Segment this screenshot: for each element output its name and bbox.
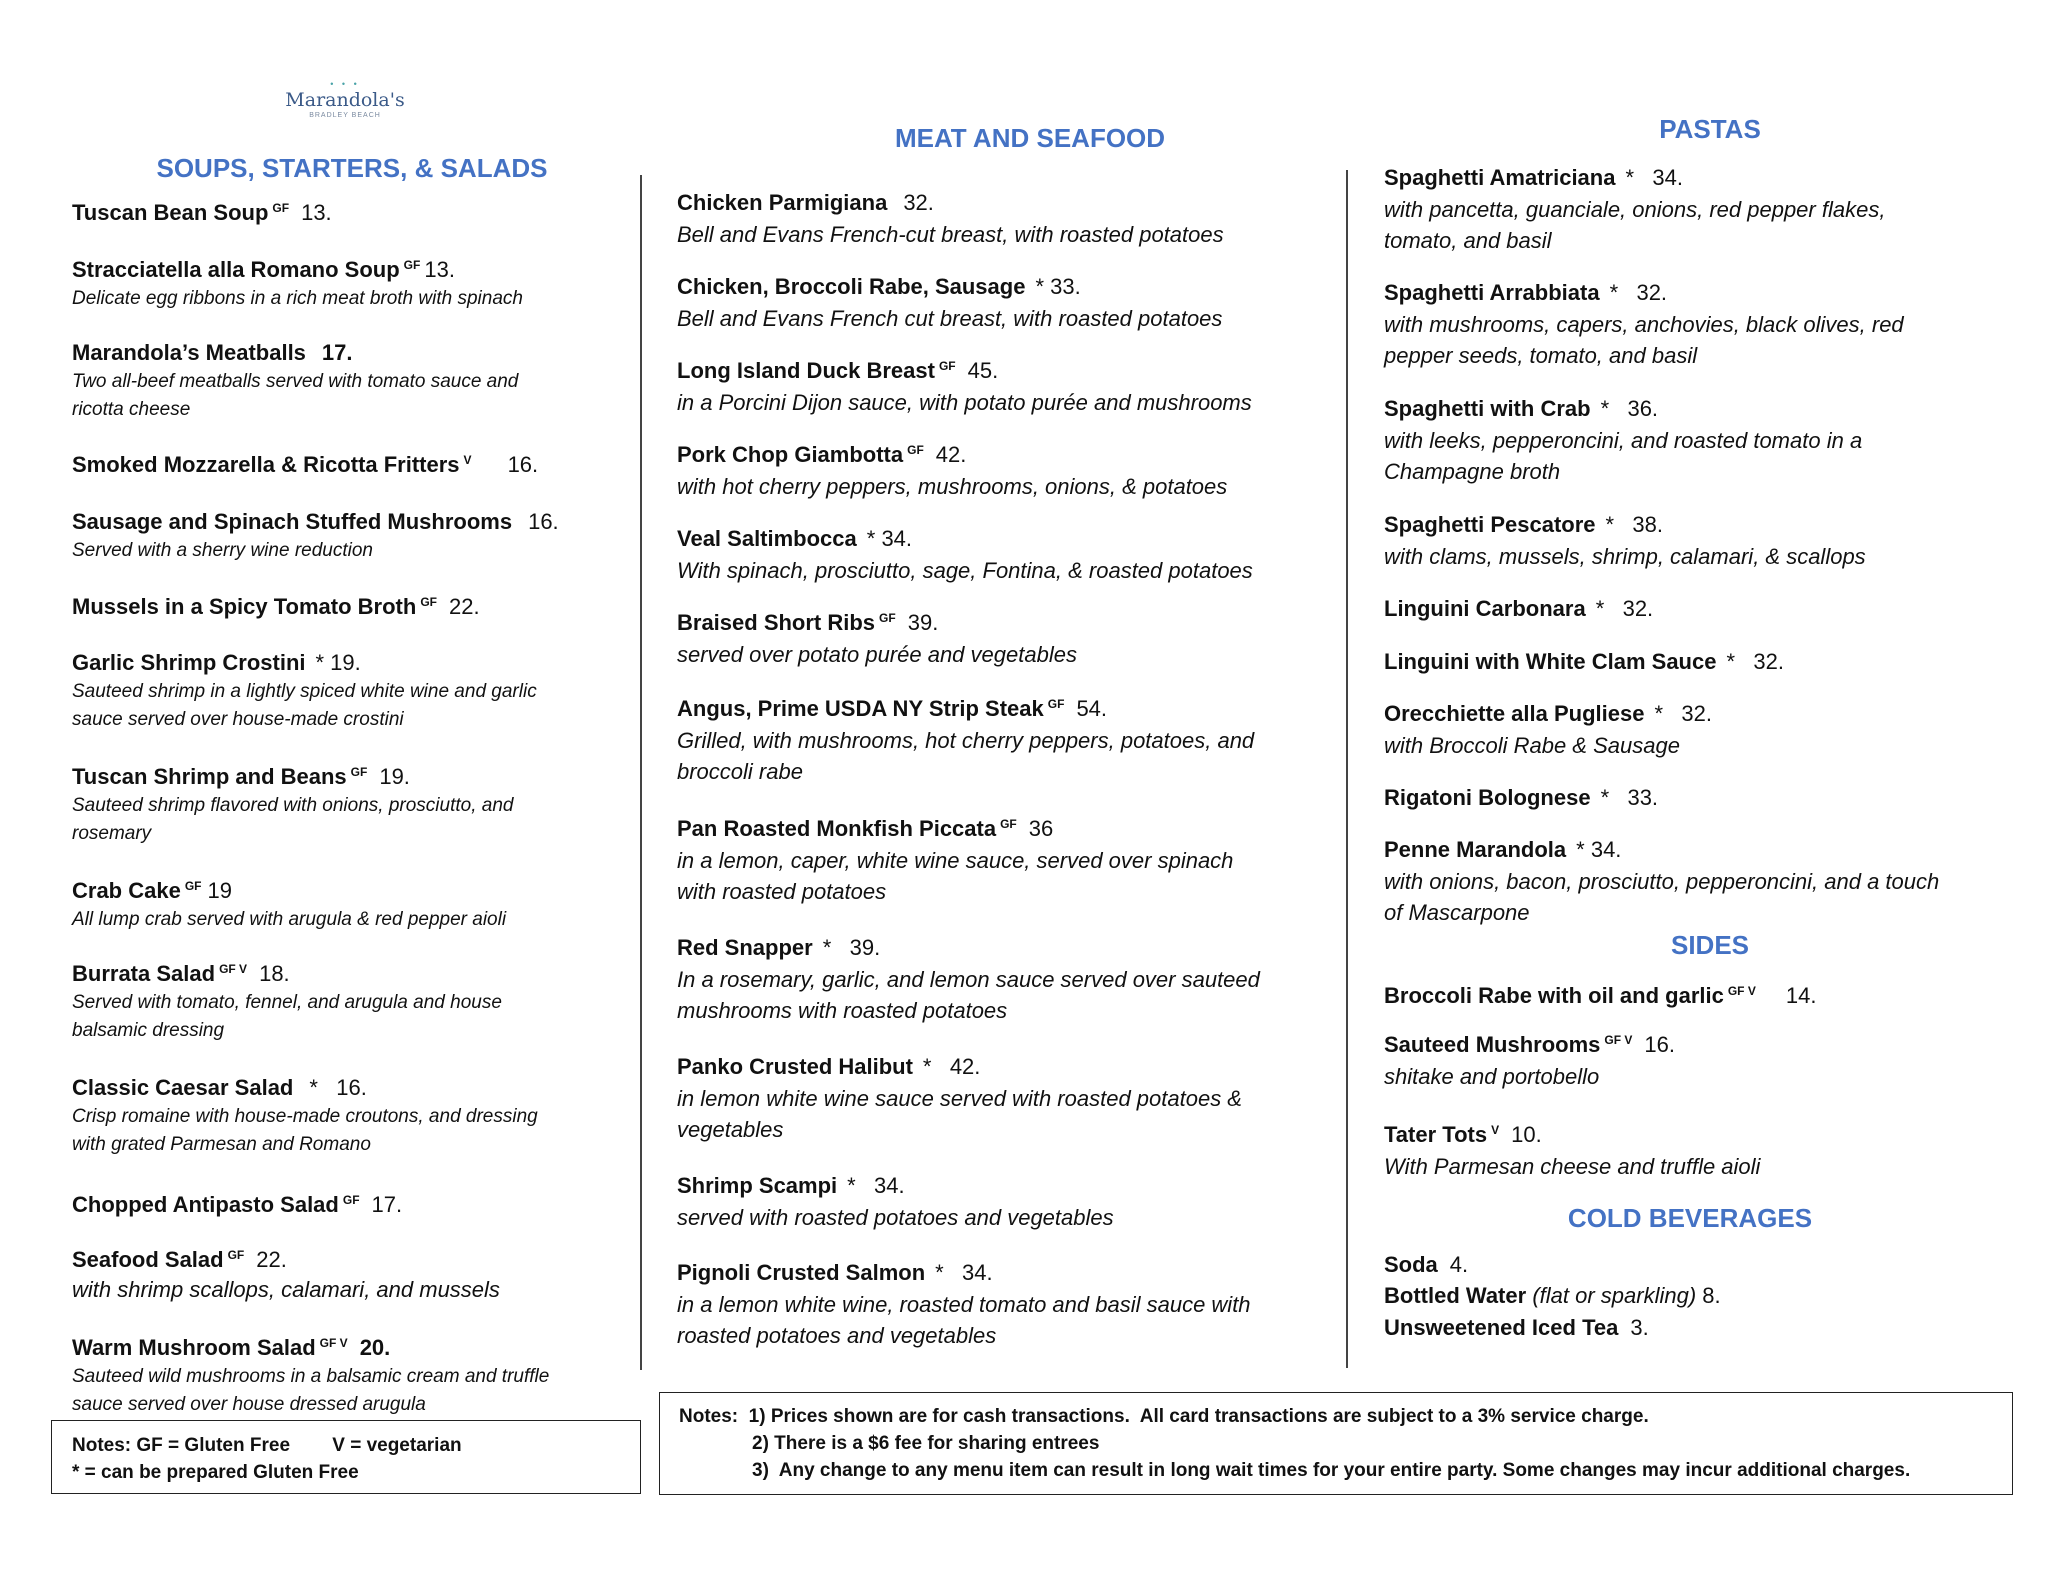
menu-item — [72, 445, 632, 480]
item-description-line2: ricotta cheese — [72, 399, 191, 420]
item-price: 3. — [1630, 1315, 1649, 1340]
item-description: Bell and Evans French-cut breast, with roasted potatoes — [677, 222, 1224, 247]
item-description: Two all-beef meatballs served with tomato sauce and — [72, 371, 519, 392]
menu-item — [1384, 504, 2024, 572]
item-name: Crab Cake — [72, 878, 181, 903]
item-price: * 38. — [1605, 512, 1663, 537]
logo-name: Marandola's — [285, 89, 405, 111]
item-price: * 34. — [1625, 165, 1683, 190]
item-name: Panko Crusted Halibut — [677, 1054, 913, 1079]
soups-column — [72, 0, 632, 1420]
menu-item — [72, 871, 632, 934]
item-price: 10. — [1511, 1122, 1542, 1147]
heading-soups: SOUPS, STARTERS, & SALADS — [156, 153, 548, 183]
item-description-line2: sauce served over house dressed arugula — [72, 1394, 426, 1415]
item-description: served over potato purée and vegetables — [677, 642, 1077, 667]
item-description: with mushrooms, capers, anchovies, black olives, red — [1384, 312, 1904, 337]
column-divider-right — [1346, 170, 1348, 1368]
item-description: in a Porcini Dijon sauce, with potato purée and mushrooms — [677, 390, 1252, 415]
dietary-tag: GF — [403, 258, 421, 272]
menu-item — [72, 954, 632, 1045]
item-name: Veal Saltimbocca — [677, 526, 857, 551]
menu-item — [677, 350, 1337, 418]
item-price: * 36. — [1600, 396, 1659, 421]
item-description: Served with a sherry wine reduction — [72, 540, 373, 561]
legend-line-2: * = can be prepared Gluten Free — [72, 1462, 359, 1483]
menu-item — [1384, 388, 2024, 487]
menu-item — [677, 182, 1337, 250]
item-description-line2: balsamic dressing — [72, 1020, 225, 1041]
dietary-tag: GF V — [219, 962, 248, 976]
item-name: Long Island Duck Breast — [677, 358, 935, 383]
dietary-tag: GF V — [1604, 1033, 1633, 1047]
item-name: Smoked Mozzarella & Ricotta Fritters — [72, 452, 460, 477]
item-price: * 34. — [847, 1173, 905, 1198]
item-description-line2: vegetables — [677, 1117, 784, 1142]
meat-column — [677, 0, 1337, 1360]
item-name: Braised Short Ribs — [677, 610, 876, 635]
menu-item — [677, 602, 1337, 670]
item-price: 17. — [371, 1192, 403, 1217]
item-price: * 32. — [1726, 649, 1784, 674]
heading-sides: SIDES — [1670, 930, 1750, 960]
item-description-line2: tomato, and basil — [1384, 228, 1552, 253]
item-description-line2: roasted potatoes and vegetables — [677, 1323, 997, 1348]
menu-item — [72, 1185, 632, 1220]
menu-item — [1384, 641, 2024, 678]
item-price: 20. — [359, 1335, 391, 1360]
item-description-line2: pepper seeds, tomato, and basil — [1384, 343, 1698, 368]
item-price: 36 — [1028, 816, 1054, 841]
item-description-line2: sauce served over house-made crostini — [72, 709, 404, 730]
dietary-tag: GF — [879, 611, 896, 625]
item-name: Chopped Antipasto Salad — [72, 1192, 339, 1217]
item-price: 13. — [301, 200, 332, 225]
item-name: Sauteed Mushrooms — [1384, 1032, 1601, 1057]
policy-note-3: 3) Any change to any menu item can result in long wait times for your entire party. Some changes may incur additional charges. — [752, 1460, 1911, 1481]
item-name: Chicken Parmigiana — [677, 190, 888, 215]
item-name: Warm Mushroom Salad — [72, 1335, 316, 1360]
dietary-tag: GF — [227, 1248, 245, 1262]
item-name: Marandola’s Meatballs — [72, 340, 306, 365]
menu-item — [72, 250, 632, 313]
item-name: Penne Marandola — [1384, 837, 1567, 862]
item-description: With spinach, prosciutto, sage, Fontina, & roasted potatoes — [677, 558, 1253, 583]
item-description: in lemon white wine sauce served with roasted potatoes & — [677, 1086, 1242, 1111]
item-name: Red Snapper — [677, 935, 813, 960]
item-name: Tater Tots — [1384, 1122, 1488, 1147]
item-name: Stracciatella alla Romano Soup — [72, 257, 400, 282]
menu-item — [677, 1165, 1337, 1233]
item-description: with hot cherry peppers, mushrooms, onions, & potatoes — [677, 474, 1228, 499]
beverage-item — [1384, 1312, 2024, 1344]
item-name: Seafood Salad — [72, 1247, 224, 1272]
item-name: Tuscan Shrimp and Beans — [72, 764, 347, 789]
item-name: Bottled Water — [1384, 1283, 1527, 1308]
item-description-line2: of Mascarpone — [1384, 900, 1530, 925]
heading-meat: MEAT AND SEAFOOD — [894, 123, 1166, 153]
dietary-tag: GF V — [319, 1336, 348, 1350]
item-description-line2: broccoli rabe — [677, 759, 803, 784]
item-name: Pork Chop Giambotta — [677, 442, 904, 467]
item-description: with onions, bacon, prosciutto, pepperoncini, and a touch — [1384, 869, 1940, 894]
menu-item — [677, 518, 1337, 586]
dietary-tag: GF — [907, 443, 924, 457]
dietary-tag: GF — [350, 765, 368, 779]
menu-item — [1384, 272, 2024, 371]
policy-notes-box — [659, 1392, 2013, 1495]
item-description-line2: rosemary — [72, 823, 152, 844]
item-price: * 32. — [1609, 280, 1668, 305]
item-description: Delicate egg ribbons in a rich meat broth with spinach — [72, 288, 523, 309]
item-name: Spaghetti Arrabbiata — [1384, 280, 1600, 305]
item-name: Linguini Carbonara — [1384, 596, 1586, 621]
item-price: * 33. — [1035, 274, 1081, 299]
item-name: Mussels in a Spicy Tomato Broth — [72, 594, 417, 619]
item-price: 39. — [907, 610, 939, 635]
item-price: * 19. — [315, 650, 361, 675]
menu-item — [72, 1328, 632, 1419]
beverage-item — [1384, 1249, 2024, 1281]
item-price: 17. — [321, 340, 353, 365]
item-price: 8. — [1702, 1283, 1721, 1308]
menu-item — [72, 643, 632, 734]
item-name: Tuscan Bean Soup — [72, 200, 269, 225]
item-description: All lump crab served with arugula & red pepper aioli — [72, 909, 507, 930]
menu-item — [72, 587, 632, 622]
dietary-tag: GF V — [1727, 984, 1756, 998]
dietary-tag: V — [1491, 1123, 1500, 1137]
dietary-tag: GF — [184, 879, 202, 893]
item-name: Garlic Shrimp Crostini — [72, 650, 306, 675]
item-description: With Parmesan cheese and truffle aioli — [1384, 1154, 1761, 1179]
item-name: Spaghetti Pescatore — [1384, 512, 1596, 537]
item-name: Unsweetened Iced Tea — [1384, 1315, 1619, 1340]
menu-item — [1384, 588, 2024, 625]
menu-item — [72, 1240, 632, 1305]
item-price: * 16. — [309, 1075, 367, 1100]
menu-item — [677, 688, 1337, 787]
item-description: with clams, mussels, shrimp, calamari, & scallops — [1384, 544, 1866, 569]
item-name: Burrata Salad — [72, 961, 216, 986]
item-price: 4. — [1449, 1252, 1469, 1277]
legend-notes-box — [51, 1420, 641, 1494]
item-price: 14. — [1785, 983, 1817, 1008]
logo-dots: • • • — [330, 79, 360, 89]
menu-item — [677, 927, 1337, 1026]
item-name: Orecchiette alla Pugliese — [1384, 701, 1645, 726]
item-price: 22. — [256, 1247, 287, 1272]
item-description: Sauteed wild mushrooms in a balsamic cream and truffle — [72, 1366, 550, 1387]
item-price: 13. — [424, 257, 455, 282]
item-description-line2: with grated Parmesan and Romano — [72, 1134, 371, 1155]
item-price: * 39. — [822, 935, 881, 960]
menu-item — [1384, 157, 2024, 256]
beverage-item — [1384, 1280, 2024, 1312]
menu-item — [677, 266, 1337, 334]
item-name: Rigatoni Bolognese — [1384, 785, 1591, 810]
item-name: Spaghetti Amatriciana — [1384, 165, 1616, 190]
menu-item — [72, 193, 632, 228]
dietary-tag: V — [463, 453, 472, 467]
item-name: Sausage and Spinach Stuffed Mushrooms — [72, 509, 513, 534]
item-description: with pancetta, guanciale, onions, red pepper flakes, — [1384, 197, 1886, 222]
item-description-line2: mushrooms with roasted potatoes — [677, 998, 1008, 1023]
item-price: 18. — [259, 961, 290, 986]
item-description: Sauteed shrimp in a lightly spiced white wine and garlic — [72, 681, 537, 702]
dietary-tag: GF — [1047, 697, 1065, 711]
side-item — [1384, 975, 2024, 1012]
item-description: Crisp romaine with house-made croutons, and dressing — [72, 1106, 538, 1127]
menu-item — [72, 333, 632, 424]
item-name: Shrimp Scampi — [677, 1173, 838, 1198]
menu-item — [72, 757, 632, 848]
item-name: Soda — [1384, 1252, 1438, 1277]
dietary-tag: GF — [420, 595, 437, 609]
menu-item — [72, 1068, 632, 1159]
item-description: Grilled, with mushrooms, hot cherry peppers, potatoes, and — [677, 728, 1255, 753]
item-name: Chicken, Broccoli Rabe, Sausage — [677, 274, 1026, 299]
heading-pastas: PASTAS — [1659, 114, 1761, 144]
policy-note-1: Notes: 1) Prices shown are for cash transactions. All card transactions are subject to a 3% service charge. — [679, 1406, 1649, 1427]
item-price: 32. — [903, 190, 934, 215]
logo-subtitle: BRADLEY BEACH — [309, 112, 381, 119]
item-price: 22. — [449, 594, 480, 619]
item-price: 16. — [1644, 1032, 1675, 1057]
item-price: 42. — [935, 442, 967, 467]
item-price: 45. — [967, 358, 999, 383]
column-divider-left — [640, 175, 642, 1370]
item-description-line2: with roasted potatoes — [677, 879, 887, 904]
item-description: Served with tomato, fennel, and arugula and house — [72, 992, 502, 1013]
heading-beverages: COLD BEVERAGES — [1567, 1203, 1813, 1233]
menu-item — [1384, 829, 2024, 928]
item-name: Pan Roasted Monkfish Piccata — [677, 816, 997, 841]
item-description: Bell and Evans French cut breast, with roasted potatoes — [677, 306, 1223, 331]
menu-item — [1384, 693, 2024, 761]
item-price: * 34. — [1576, 837, 1622, 862]
item-name: Angus, Prime USDA NY Strip Steak — [677, 696, 1044, 721]
item-name: Pignoli Crusted Salmon — [677, 1260, 926, 1285]
item-price: 16. — [528, 509, 559, 534]
menu-item — [677, 808, 1337, 907]
item-description: shitake and portobello — [1384, 1064, 1600, 1089]
dietary-tag: GF — [272, 201, 290, 215]
item-name: Broccoli Rabe with oil and garlic — [1384, 983, 1724, 1008]
item-description: with Broccoli Rabe & Sausage — [1384, 733, 1680, 758]
item-price: 54. — [1076, 696, 1108, 721]
dietary-tag: GF — [938, 359, 956, 373]
item-name: Classic Caesar Salad — [72, 1075, 294, 1100]
menu-item — [1384, 777, 2024, 814]
item-price: * 33. — [1600, 785, 1659, 810]
item-price: * 34. — [866, 526, 913, 551]
item-description: Sauteed shrimp flavored with onions, prosciutto, and — [72, 795, 514, 816]
dietary-tag: GF — [342, 1193, 360, 1207]
legend-line-1: Notes: GF = Gluten Free V = vegetarian — [72, 1435, 462, 1456]
policy-note-2: 2) There is a $6 fee for sharing entrees — [752, 1433, 1100, 1454]
item-price: * 42. — [922, 1054, 981, 1079]
item-price: 16. — [507, 452, 539, 477]
item-description: in a lemon white wine, roasted tomato and basil sauce with — [677, 1292, 1251, 1317]
item-description-line2: Champagne broth — [1384, 459, 1561, 484]
dietary-tag: GF — [1000, 817, 1017, 831]
item-extra: (flat or sparkling) — [1532, 1283, 1697, 1308]
item-description: with shrimp scallops, calamari, and mussels — [72, 1277, 500, 1302]
menu-item — [677, 434, 1337, 502]
item-description: In a rosemary, garlic, and lemon sauce served over sauteed — [677, 967, 1260, 992]
item-price: 19 — [207, 878, 232, 903]
item-price: * 34. — [935, 1260, 993, 1285]
menu-item — [677, 1252, 1337, 1351]
item-price: * 32. — [1595, 596, 1654, 621]
pastas-column — [1384, 0, 2024, 1360]
item-price: * 32. — [1654, 701, 1712, 726]
side-item — [1384, 1024, 2024, 1092]
item-description: served with roasted potatoes and vegetables — [677, 1205, 1114, 1230]
menu-item — [677, 1046, 1337, 1145]
item-price: 19. — [379, 764, 410, 789]
menu-item — [72, 502, 632, 565]
item-name: Linguini with White Clam Sauce — [1384, 649, 1717, 674]
item-name: Spaghetti with Crab — [1384, 396, 1591, 421]
item-description: in a lemon, caper, white wine sauce, served over spinach — [677, 848, 1234, 873]
item-description: with leeks, pepperoncini, and roasted tomato in a — [1384, 428, 1863, 453]
side-item — [1384, 1114, 2024, 1182]
